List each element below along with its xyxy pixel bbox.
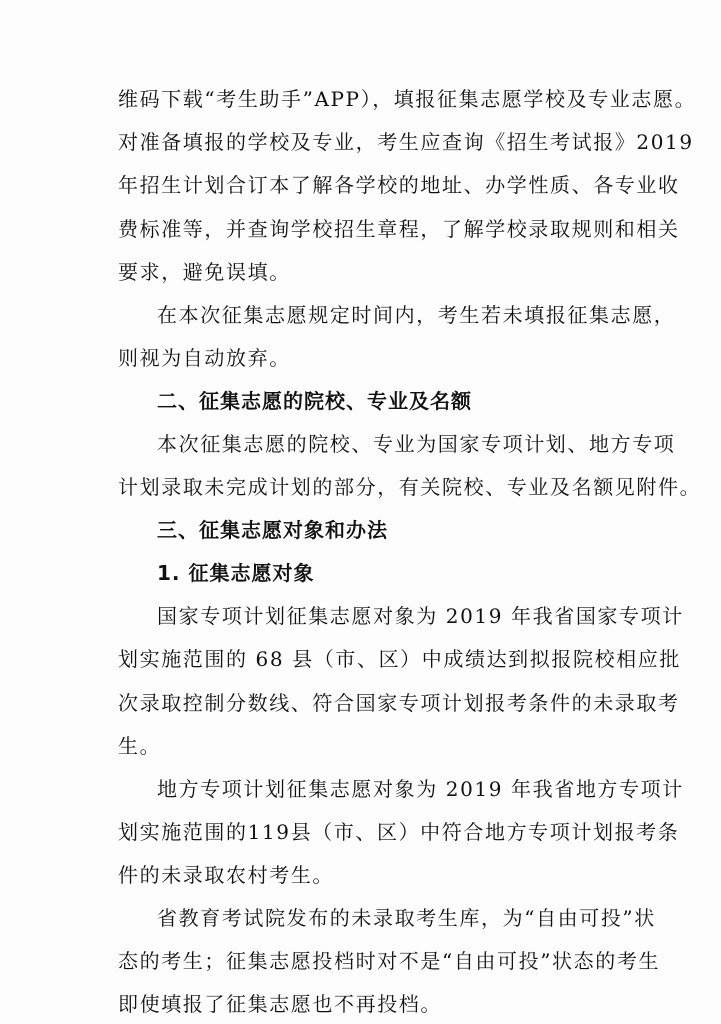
body-line: 件的未录取农村考生。 [118, 863, 334, 887]
body-line: 次录取控制分数线、符合国家专项计划报考条件的未录取考 [118, 691, 680, 715]
body-line: 划实施范围的 68 县（市、区）中成绩达到拟报院校相应批 [118, 647, 681, 671]
body-line: 划实施范围的119县（市、区）中符合地方专项计划报考条 [118, 820, 680, 844]
body-line: 对准备填报的学校及专业，考生应查询《招生考试报》2019 [118, 130, 694, 154]
body-line: 计划录取未完成计划的部分，有关院校、专业及名额见附件。 [118, 475, 702, 499]
paragraph-first-line: 国家专项计划征集志愿对象为 2019 年我省国家专项计 [157, 604, 684, 628]
body-line: 要求，避免误填。 [118, 260, 291, 284]
body-line: 则视为自动放弃。 [118, 346, 291, 370]
body-line: 年招生计划合订本了解各学校的地址、办学性质、各专业收 [118, 173, 680, 197]
paragraph-first-line: 地方专项计划征集志愿对象为 2019 年我省地方专项计 [157, 777, 684, 801]
body-line: 费标准等，并查询学校招生章程，了解学校录取规则和相关 [118, 217, 680, 241]
section-heading-3: 三、征集志愿对象和办法 [157, 518, 388, 542]
body-line: 生。 [118, 734, 162, 758]
body-line: 即使填报了征集志愿也不再投档。 [118, 992, 442, 1016]
section-heading-2: 二、征集志愿的院校、专业及名额 [157, 389, 472, 413]
paragraph-first-line: 本次征集志愿的院校、专业为国家专项计划、地方专项 [157, 432, 676, 456]
body-line: 态的考生；征集志愿投档时对不是“自由可投”状态的考生 [118, 949, 661, 973]
subsection-heading-1: 1. 征集志愿对象 [157, 561, 315, 585]
paragraph-first-line: 在本次征集志愿规定时间内，考生若未填报征集志愿， [157, 303, 676, 327]
body-line: 维码下载“考生助手”APP），填报征集志愿学校及专业志愿。 [118, 87, 697, 111]
paragraph-first-line: 省教育考试院发布的未录取考生库，为“自由可投”状 [157, 906, 656, 930]
